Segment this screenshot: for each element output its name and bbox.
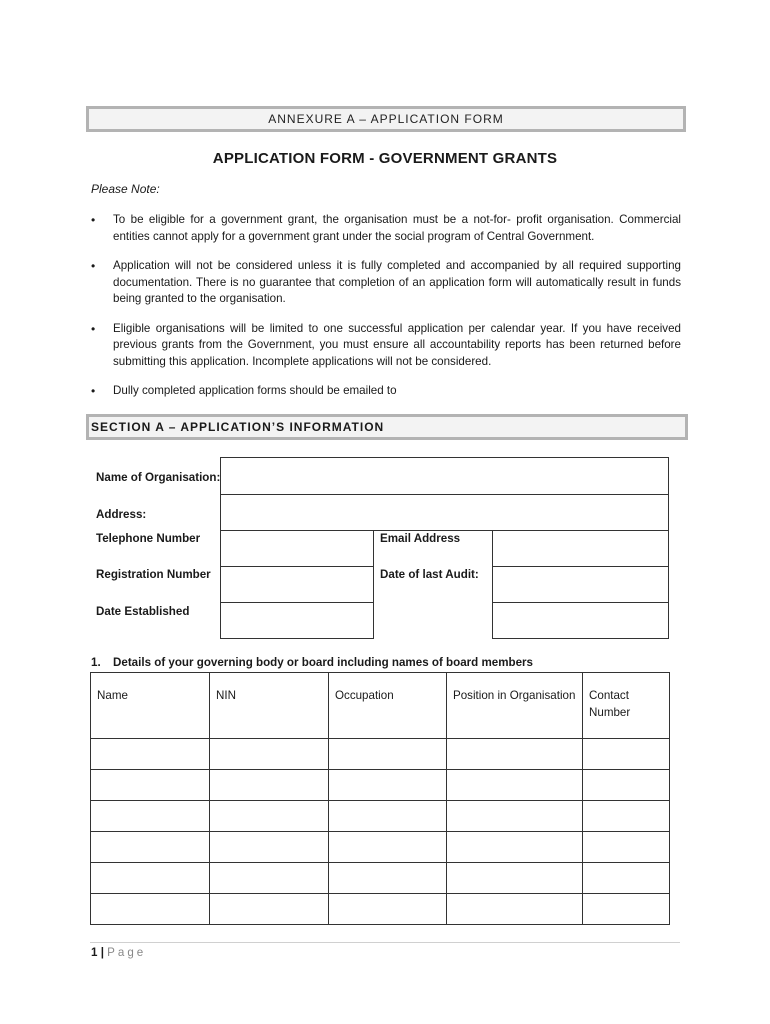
telephone-field[interactable] (220, 530, 374, 567)
table-cell[interactable] (91, 801, 210, 832)
table-cell[interactable] (91, 770, 210, 801)
note-item: • Dully completed application forms should be emailed to (91, 383, 681, 400)
table-cell[interactable] (447, 739, 583, 770)
table-cell[interactable] (91, 863, 210, 894)
email-field[interactable] (492, 530, 669, 567)
note-label: Please Note: (91, 182, 160, 196)
address-field[interactable] (220, 494, 669, 531)
audit-date-field[interactable] (492, 566, 669, 603)
established-label: Date Established (96, 605, 190, 618)
board-section-title (91, 656, 533, 669)
table-cell[interactable] (447, 770, 583, 801)
audit-label: Date of last Audit: (380, 568, 479, 581)
column-header-position: Position in Organisation (447, 673, 583, 739)
registration-label: Registration Number (96, 568, 211, 581)
address-label: Address: (96, 508, 147, 521)
page-title: APPLICATION FORM - GOVERNMENT GRANTS (212, 150, 558, 167)
table-cell[interactable] (91, 832, 210, 863)
page-number: 1 (91, 946, 98, 959)
table-cell[interactable] (329, 894, 447, 925)
column-header-nin: NIN (210, 673, 329, 739)
column-header-contact: Contact Number (583, 673, 670, 739)
extra-field[interactable] (492, 602, 669, 639)
table-cell[interactable] (210, 894, 329, 925)
table-row (91, 863, 670, 894)
table-cell[interactable] (583, 801, 670, 832)
page-footer (91, 946, 146, 959)
established-field[interactable] (220, 602, 374, 639)
table-row (91, 894, 670, 925)
table-header-row (91, 673, 670, 739)
table-cell[interactable] (583, 832, 670, 863)
table-cell[interactable] (447, 863, 583, 894)
table-cell[interactable] (210, 863, 329, 894)
table-cell[interactable] (91, 739, 210, 770)
footer-divider (90, 942, 680, 943)
email-label: Email Address (380, 532, 461, 545)
table-row (91, 770, 670, 801)
table-cell[interactable] (91, 894, 210, 925)
registration-field[interactable] (220, 566, 374, 603)
table-cell[interactable] (210, 739, 329, 770)
column-header-occupation: Occupation (329, 673, 447, 739)
table-cell[interactable] (447, 832, 583, 863)
org-name-label: Name of Organisation: (96, 471, 221, 484)
table-row (91, 801, 670, 832)
table-cell[interactable] (329, 801, 447, 832)
page-separator: | (100, 946, 104, 959)
column-header-name: Name (91, 673, 210, 739)
table-row (91, 739, 670, 770)
note-item: • To be eligible for a government grant, the organisation must be a not-for- profit organisation. Commercial entities cannot apply for a government grant under the social program of Central Government. (91, 212, 681, 245)
table-cell[interactable] (210, 770, 329, 801)
telephone-label: Telephone Number (96, 532, 201, 545)
notes-list (91, 212, 681, 413)
section-a-header: SECTION A – APPLICATION’S INFORMATION (86, 414, 688, 440)
table-cell[interactable] (583, 863, 670, 894)
page-word: Page (107, 946, 147, 959)
board-table (90, 672, 670, 925)
table-cell[interactable] (210, 832, 329, 863)
org-name-field[interactable] (220, 457, 669, 495)
table-cell[interactable] (583, 894, 670, 925)
note-item: • Application will not be considered unless it is fully completed and accompanied by all required supporting documentation. There is no guarantee that completion of an application form will automatically result in funds being granted to the organisation. (91, 258, 681, 308)
table-row (91, 832, 670, 863)
table-cell[interactable] (583, 770, 670, 801)
table-cell[interactable] (583, 739, 670, 770)
note-item: • Eligible organisations will be limited to one successful application per calendar year. If you have received previous grants from the Government, you must ensure all accountability reports has been returned before submitting this application. Incomplete applications will not be considered. (91, 321, 681, 371)
table-cell[interactable] (447, 894, 583, 925)
board-section-text: Details of your governing body or board including names of board members (113, 656, 534, 669)
table-cell[interactable] (329, 739, 447, 770)
table-cell[interactable] (329, 832, 447, 863)
table-cell[interactable] (329, 863, 447, 894)
board-section-number: 1. (91, 656, 101, 669)
annexure-header: ANNEXURE A – APPLICATION FORM (86, 106, 686, 132)
table-cell[interactable] (210, 801, 329, 832)
table-cell[interactable] (447, 801, 583, 832)
table-cell[interactable] (329, 770, 447, 801)
